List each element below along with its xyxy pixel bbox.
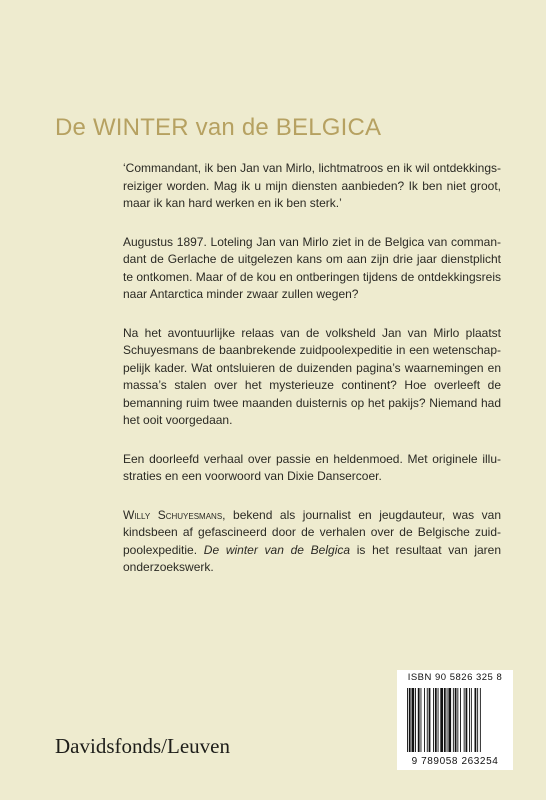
barcode-bar <box>407 688 408 752</box>
barcode-bars <box>407 688 507 752</box>
barcode-bar <box>429 688 431 752</box>
barcode-bar <box>469 688 470 752</box>
barcode-bar <box>424 688 425 752</box>
barcode-bar <box>477 688 478 752</box>
paragraph-author-bio <box>123 507 501 577</box>
barcode-bar <box>435 688 437 752</box>
barcode-bar <box>460 688 461 752</box>
barcode-bar <box>433 688 434 752</box>
barcode-bar <box>457 688 458 752</box>
barcode-bar <box>455 688 457 752</box>
author-name: Willy Schuyesmans <box>123 507 223 522</box>
barcode-bar <box>464 688 465 752</box>
barcode-bar <box>440 688 443 752</box>
publisher-name: Davidsfonds/Leuven <box>55 734 230 758</box>
paragraph-quote: ‘Commandant, ik ben Jan van Mirlo, lichtmatroos en ik wil ontdekkingsreiziger worden. Mag ik u mijn diensten aanbieden? Ik ben niet groot, maar ik kan hard werken en ik ben sterk.’ <box>123 161 501 210</box>
barcode-bar <box>475 688 477 752</box>
barcode-bar <box>409 688 411 752</box>
barcode-bar <box>415 688 416 752</box>
barcode-bar <box>471 688 472 752</box>
barcode-bar <box>427 688 428 752</box>
book-title-italic: De winter van de Belgica <box>203 542 351 557</box>
barcode-bar <box>421 688 422 752</box>
isbn-barcode <box>397 670 513 770</box>
paragraph-context: Na het avontuurlijke relaas van de volksheld Jan van Mirlo plaatst Schuyesmans de baanbrekende zuidpoolexpeditie in een wetenschappelijk kader. Wat ontsluieren de duizenden pagina’s waarnemingen en massa’s stalen over het mysterieuze continent? Hoe overleeft de bemanning ruim twee maanden duisternis op het pakijs? Niemand had het ooit voorgedaan. <box>123 325 501 427</box>
author-bio-part2: is het resultaat van jaren onderzoekswerk. <box>123 542 502 574</box>
barcode-bar <box>448 688 451 752</box>
barcode-bar <box>418 688 420 752</box>
barcode-bar <box>480 688 481 752</box>
barcode-bar <box>438 688 439 752</box>
barcode-bar <box>412 688 415 752</box>
barcode-bar <box>466 688 468 752</box>
barcode-bar <box>444 688 446 752</box>
barcode-bar <box>447 688 448 752</box>
isbn-label: ISBN 90 5826 325 8 <box>407 672 503 683</box>
author-bio-part1: , bekend als journalist en jeugdauteur, was van kindsbeen af gefascineerd door de verhalen over de Belgische zuidpoolexpeditie. <box>123 507 501 557</box>
paragraph-intro: Augustus 1897. Loteling Jan van Mirlo ziet in de Belgica van commandant de Gerlache de uitgelezen kans om aan zijn drie jaar dienstplicht te ontkomen. Maar of de kou en ontberingen tijdens de ontdekkingsreis naar Antarctica minder zwaar zullen wegen? <box>123 234 501 301</box>
barcode-bar <box>453 688 454 752</box>
blurb-text <box>123 160 501 598</box>
book-title: De WINTER van de BELGICA <box>55 114 382 141</box>
ean-number: 9 789058 263254 <box>411 756 499 767</box>
paragraph-summary: Een doorleefd verhaal over passie en heldenmoed. Met originele illustraties en een voorwoord van Dixie Dansercoer. <box>123 451 501 483</box>
